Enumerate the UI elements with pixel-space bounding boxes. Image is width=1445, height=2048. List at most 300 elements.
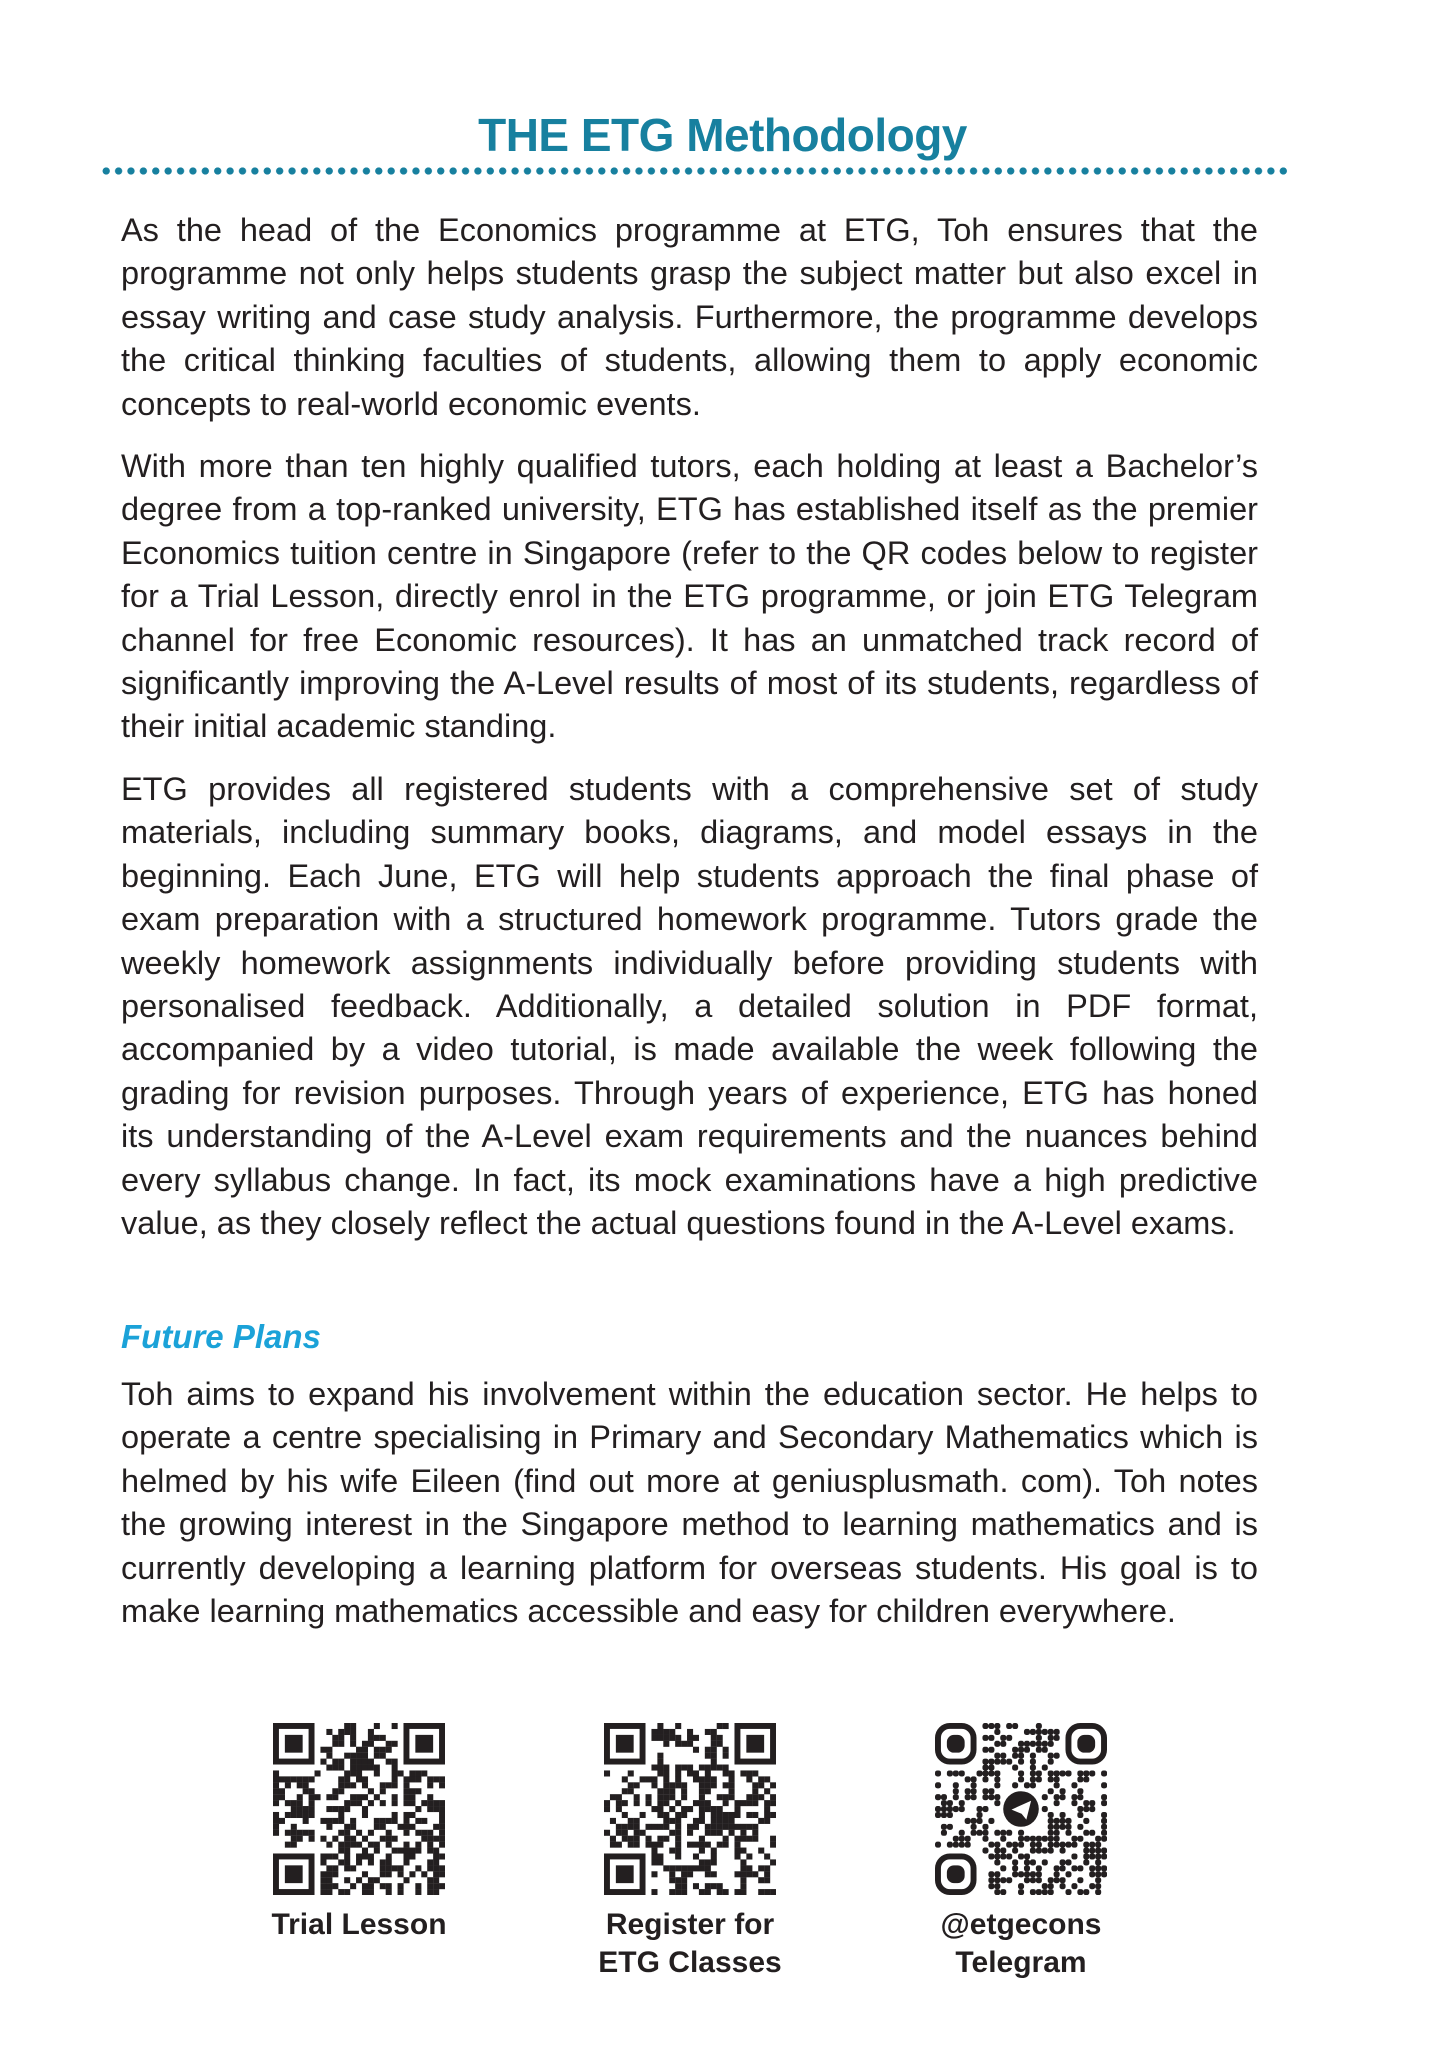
qr-module bbox=[699, 1776, 705, 1782]
qr-module bbox=[427, 1889, 433, 1895]
qr-module bbox=[439, 1812, 445, 1818]
qr-module bbox=[746, 1794, 752, 1800]
qr-module bbox=[1042, 1836, 1048, 1842]
qr-module bbox=[1048, 1729, 1054, 1735]
qr-module bbox=[350, 1735, 356, 1741]
qr-module bbox=[1089, 1830, 1095, 1836]
qr-module bbox=[1071, 1883, 1077, 1889]
qr-module bbox=[1077, 1812, 1083, 1818]
qr-module bbox=[380, 1818, 386, 1824]
qr-module bbox=[356, 1842, 362, 1848]
qr-module bbox=[941, 1824, 947, 1830]
qr-module bbox=[297, 1800, 303, 1806]
qr-module bbox=[711, 1883, 717, 1889]
qr-module bbox=[433, 1806, 439, 1812]
qr-module bbox=[628, 1842, 634, 1848]
qr-module bbox=[977, 1806, 983, 1812]
qr-module bbox=[1018, 1871, 1024, 1877]
qr-module bbox=[729, 1770, 735, 1776]
qr-finder-center bbox=[285, 1735, 303, 1753]
qr-module bbox=[374, 1735, 380, 1741]
qr-module bbox=[1030, 1759, 1036, 1765]
qr-module bbox=[740, 1889, 746, 1895]
qr-module bbox=[344, 1889, 350, 1895]
qr-module bbox=[1000, 1865, 1006, 1871]
qr-label-line: @etgecons bbox=[940, 1908, 1102, 1941]
qr-module bbox=[403, 1776, 409, 1782]
qr-module bbox=[1101, 1800, 1107, 1806]
qr-module bbox=[764, 1871, 770, 1877]
qr-module bbox=[415, 1776, 421, 1782]
qr-module bbox=[1000, 1836, 1006, 1842]
qr-module bbox=[273, 1824, 279, 1830]
qr-finder-center bbox=[285, 1865, 303, 1883]
qr-module bbox=[740, 1770, 746, 1776]
qr-module bbox=[1030, 1859, 1036, 1865]
qr-module bbox=[415, 1883, 421, 1889]
qr-module bbox=[717, 1830, 723, 1836]
qr-module bbox=[392, 1818, 398, 1824]
qr-module bbox=[350, 1759, 356, 1765]
qr-module bbox=[971, 1776, 977, 1782]
qr-module bbox=[374, 1848, 380, 1854]
qr-module bbox=[616, 1794, 622, 1800]
qr-module bbox=[687, 1729, 693, 1735]
qr-module bbox=[634, 1842, 640, 1848]
qr-module bbox=[1024, 1859, 1030, 1865]
qr-module bbox=[350, 1818, 356, 1824]
qr-module bbox=[403, 1824, 409, 1830]
qr-module bbox=[994, 1770, 1000, 1776]
qr-module bbox=[941, 1812, 947, 1818]
qr-module bbox=[297, 1776, 303, 1782]
qr-module bbox=[959, 1836, 965, 1842]
qr-module bbox=[982, 1836, 988, 1842]
qr-module bbox=[994, 1848, 1000, 1854]
qr-code-trial-lesson[interactable] bbox=[273, 1723, 445, 1895]
qr-module bbox=[386, 1865, 392, 1871]
qr-module bbox=[758, 1794, 764, 1800]
qr-module bbox=[711, 1848, 717, 1854]
qr-module bbox=[1095, 1883, 1101, 1889]
qr-module bbox=[764, 1800, 770, 1806]
qr-module bbox=[758, 1818, 764, 1824]
qr-module bbox=[1060, 1859, 1066, 1865]
qr-module bbox=[705, 1889, 711, 1895]
qr-module bbox=[1048, 1824, 1054, 1830]
qr-module bbox=[994, 1753, 1000, 1759]
qr-module bbox=[368, 1842, 374, 1848]
qr-module bbox=[657, 1759, 663, 1765]
qr-module bbox=[1095, 1842, 1101, 1848]
qr-module bbox=[947, 1770, 953, 1776]
paragraph-intro: As the head of the Economics programme at ETG, Toh ensures that the programme not only helps students grasp the subject matter but also excel in essay writing and case study analysis. Furthermore, the programme develops the critical thinking faculties of students, allowing them to apply economic concepts to real-world economic events. bbox=[121, 212, 1258, 422]
qr-module bbox=[1006, 1735, 1012, 1741]
qr-module bbox=[273, 1788, 279, 1794]
qr-module bbox=[1018, 1770, 1024, 1776]
qr-module bbox=[356, 1853, 362, 1859]
qr-module bbox=[1054, 1877, 1060, 1883]
qr-module bbox=[646, 1794, 652, 1800]
qr-module bbox=[291, 1824, 297, 1830]
qr-module bbox=[415, 1806, 421, 1812]
qr-module bbox=[392, 1794, 398, 1800]
qr-module bbox=[320, 1818, 326, 1824]
qr-module bbox=[1000, 1753, 1006, 1759]
qr-module bbox=[994, 1842, 1000, 1848]
qr-module bbox=[734, 1853, 740, 1859]
qr-module bbox=[711, 1818, 717, 1824]
qr-module bbox=[386, 1759, 392, 1765]
qr-module bbox=[350, 1765, 356, 1771]
qr-module bbox=[403, 1848, 409, 1854]
qr-module bbox=[675, 1848, 681, 1854]
qr-module bbox=[734, 1836, 740, 1842]
qr-label-telegram bbox=[891, 1906, 1151, 1982]
qr-module bbox=[403, 1782, 409, 1788]
qr-module bbox=[279, 1776, 285, 1782]
qr-module bbox=[332, 1853, 338, 1859]
qr-module bbox=[723, 1753, 729, 1759]
qr-module bbox=[681, 1741, 687, 1747]
qr-module bbox=[965, 1788, 971, 1794]
qr-module bbox=[320, 1853, 326, 1859]
qr-module bbox=[941, 1830, 947, 1836]
qr-module bbox=[669, 1735, 675, 1741]
qr-module bbox=[663, 1800, 669, 1806]
qr-module bbox=[368, 1741, 374, 1747]
qr-module bbox=[1006, 1759, 1012, 1765]
qr-module bbox=[675, 1800, 681, 1806]
qr-module bbox=[433, 1848, 439, 1854]
qr-module bbox=[994, 1830, 1000, 1836]
qr-module bbox=[409, 1788, 415, 1794]
qr-module bbox=[640, 1776, 646, 1782]
qr-module bbox=[723, 1782, 729, 1788]
qr-module bbox=[687, 1741, 693, 1747]
qr-module bbox=[350, 1824, 356, 1830]
qr-module bbox=[705, 1865, 711, 1871]
qr-module bbox=[285, 1842, 291, 1848]
qr-module bbox=[663, 1770, 669, 1776]
qr-module bbox=[439, 1776, 445, 1782]
qr-module bbox=[669, 1794, 675, 1800]
qr-module bbox=[693, 1865, 699, 1871]
qr-module bbox=[427, 1830, 433, 1836]
qr-module bbox=[681, 1865, 687, 1871]
qr-module bbox=[1024, 1741, 1030, 1747]
qr-module bbox=[427, 1883, 433, 1889]
qr-module bbox=[663, 1818, 669, 1824]
qr-module bbox=[338, 1776, 344, 1782]
qr-module bbox=[433, 1889, 439, 1895]
qr-module bbox=[273, 1794, 279, 1800]
qr-module bbox=[427, 1800, 433, 1806]
qr-module bbox=[669, 1848, 675, 1854]
qr-module bbox=[622, 1824, 628, 1830]
qr-module bbox=[1054, 1800, 1060, 1806]
qr-module bbox=[433, 1877, 439, 1883]
qr-module bbox=[350, 1753, 356, 1759]
qr-module bbox=[758, 1889, 764, 1895]
qr-module bbox=[421, 1830, 427, 1836]
qr-module bbox=[273, 1812, 279, 1818]
qr-module bbox=[1036, 1889, 1042, 1895]
qr-module bbox=[675, 1889, 681, 1895]
qr-module bbox=[711, 1759, 717, 1765]
qr-module bbox=[344, 1830, 350, 1836]
qr-module bbox=[386, 1889, 392, 1895]
qr-module bbox=[740, 1824, 746, 1830]
qr-module bbox=[994, 1859, 1000, 1865]
qr-module bbox=[1101, 1848, 1107, 1854]
qr-module bbox=[717, 1765, 723, 1771]
qr-module bbox=[409, 1776, 415, 1782]
qr-module bbox=[604, 1806, 610, 1812]
qr-module bbox=[982, 1794, 988, 1800]
qr-module bbox=[380, 1800, 386, 1806]
qr-module bbox=[338, 1782, 344, 1788]
qr-module bbox=[693, 1853, 699, 1859]
qr-module bbox=[1000, 1759, 1006, 1765]
qr-module bbox=[977, 1812, 983, 1818]
qr-module bbox=[297, 1794, 303, 1800]
qr-module bbox=[687, 1871, 693, 1877]
qr-module bbox=[1024, 1747, 1030, 1753]
qr-module bbox=[433, 1824, 439, 1830]
qr-module bbox=[439, 1818, 445, 1824]
qr-module bbox=[1042, 1741, 1048, 1747]
qr-module bbox=[770, 1800, 776, 1806]
qr-module bbox=[386, 1842, 392, 1848]
qr-module bbox=[693, 1770, 699, 1776]
qr-module bbox=[291, 1812, 297, 1818]
qr-module bbox=[1012, 1848, 1018, 1854]
qr-module bbox=[344, 1877, 350, 1883]
qr-module bbox=[368, 1883, 374, 1889]
qr-module bbox=[705, 1729, 711, 1735]
qr-module bbox=[1054, 1818, 1060, 1824]
qr-module bbox=[959, 1800, 965, 1806]
qr-module bbox=[386, 1836, 392, 1842]
qr-module bbox=[764, 1877, 770, 1883]
qr-module bbox=[356, 1759, 362, 1765]
qr-module bbox=[651, 1859, 657, 1865]
qr-module bbox=[675, 1782, 681, 1788]
qr-module bbox=[338, 1729, 344, 1735]
qr-module bbox=[1048, 1812, 1054, 1818]
qr-module bbox=[380, 1735, 386, 1741]
qr-module bbox=[392, 1782, 398, 1788]
qr-module bbox=[433, 1871, 439, 1877]
qr-module bbox=[368, 1889, 374, 1895]
qr-module bbox=[398, 1770, 404, 1776]
qr-module bbox=[1018, 1889, 1024, 1895]
qr-module bbox=[687, 1842, 693, 1848]
qr-module bbox=[1006, 1877, 1012, 1883]
qr-module bbox=[723, 1836, 729, 1842]
qr-module bbox=[705, 1776, 711, 1782]
qr-module bbox=[717, 1818, 723, 1824]
qr-module bbox=[994, 1877, 1000, 1883]
qr-module bbox=[657, 1794, 663, 1800]
qr-module bbox=[374, 1824, 380, 1830]
qr-module bbox=[935, 1812, 941, 1818]
qr-module bbox=[1101, 1770, 1107, 1776]
qr-module bbox=[634, 1836, 640, 1842]
qr-module bbox=[657, 1723, 663, 1729]
qr-module bbox=[764, 1853, 770, 1859]
qr-module bbox=[380, 1782, 386, 1788]
qr-module bbox=[1000, 1741, 1006, 1747]
qr-module bbox=[1065, 1842, 1071, 1848]
qr-module bbox=[1048, 1788, 1054, 1794]
qr-module bbox=[332, 1765, 338, 1771]
qr-module bbox=[338, 1812, 344, 1818]
qr-module bbox=[622, 1830, 628, 1836]
qr-module bbox=[711, 1853, 717, 1859]
qr-module bbox=[717, 1723, 723, 1729]
qr-module bbox=[1095, 1859, 1101, 1865]
qr-module bbox=[711, 1782, 717, 1788]
qr-module bbox=[291, 1836, 297, 1842]
qr-module bbox=[651, 1806, 657, 1812]
qr-module bbox=[1048, 1889, 1054, 1895]
qr-code-telegram[interactable] bbox=[935, 1723, 1107, 1895]
qr-module bbox=[770, 1782, 776, 1788]
qr-module bbox=[628, 1788, 634, 1794]
qr-module bbox=[616, 1824, 622, 1830]
qr-module bbox=[651, 1842, 657, 1848]
qr-module bbox=[1024, 1729, 1030, 1735]
qr-module bbox=[332, 1806, 338, 1812]
qr-module bbox=[427, 1806, 433, 1812]
qr-module bbox=[439, 1782, 445, 1788]
qr-module bbox=[398, 1865, 404, 1871]
qr-module bbox=[752, 1782, 758, 1788]
qr-module bbox=[1006, 1723, 1012, 1729]
qr-module bbox=[770, 1889, 776, 1895]
qr-module bbox=[403, 1842, 409, 1848]
qr-module bbox=[705, 1806, 711, 1812]
qr-module bbox=[338, 1842, 344, 1848]
qr-module bbox=[669, 1830, 675, 1836]
qr-module bbox=[1030, 1782, 1036, 1788]
qr-module bbox=[994, 1723, 1000, 1729]
qr-module bbox=[687, 1770, 693, 1776]
qr-module bbox=[657, 1842, 663, 1848]
qr-module bbox=[669, 1729, 675, 1735]
qr-module bbox=[362, 1753, 368, 1759]
qr-module bbox=[338, 1735, 344, 1741]
qr-module bbox=[988, 1853, 994, 1859]
qr-module bbox=[971, 1818, 977, 1824]
qr-module bbox=[362, 1836, 368, 1842]
qr-module bbox=[941, 1794, 947, 1800]
qr-module bbox=[309, 1794, 315, 1800]
qr-module bbox=[297, 1782, 303, 1788]
qr-module bbox=[320, 1859, 326, 1865]
qr-module bbox=[764, 1818, 770, 1824]
qr-module bbox=[338, 1830, 344, 1836]
qr-module bbox=[699, 1800, 705, 1806]
qr-module bbox=[663, 1782, 669, 1788]
qr-module bbox=[1071, 1842, 1077, 1848]
qr-module bbox=[675, 1765, 681, 1771]
qr-module bbox=[764, 1865, 770, 1871]
qr-module bbox=[988, 1723, 994, 1729]
qr-module bbox=[663, 1741, 669, 1747]
qr-code-register[interactable] bbox=[604, 1723, 776, 1895]
qr-module bbox=[1071, 1794, 1077, 1800]
qr-module bbox=[439, 1883, 445, 1889]
qr-module bbox=[758, 1865, 764, 1871]
qr-module bbox=[1054, 1836, 1060, 1842]
qr-module bbox=[1048, 1759, 1054, 1765]
qr-module bbox=[303, 1830, 309, 1836]
qr-module bbox=[439, 1853, 445, 1859]
qr-module bbox=[368, 1800, 374, 1806]
qr-module bbox=[681, 1782, 687, 1788]
qr-module bbox=[610, 1842, 616, 1848]
qr-module bbox=[291, 1830, 297, 1836]
qr-module bbox=[740, 1848, 746, 1854]
qr-module bbox=[1036, 1770, 1042, 1776]
qr-module bbox=[657, 1765, 663, 1771]
qr-module bbox=[628, 1770, 634, 1776]
qr-module bbox=[344, 1729, 350, 1735]
qr-module bbox=[356, 1859, 362, 1865]
qr-module bbox=[935, 1794, 941, 1800]
qr-module bbox=[1018, 1759, 1024, 1765]
qr-module bbox=[362, 1848, 368, 1854]
qr-module bbox=[1030, 1765, 1036, 1771]
qr-module bbox=[344, 1853, 350, 1859]
qr-module bbox=[693, 1747, 699, 1753]
qr-module bbox=[1018, 1741, 1024, 1747]
qr-module bbox=[338, 1759, 344, 1765]
qr-module bbox=[965, 1818, 971, 1824]
qr-label-line: Telegram bbox=[955, 1946, 1087, 1979]
qr-module bbox=[687, 1765, 693, 1771]
qr-module bbox=[326, 1747, 332, 1753]
telegram-icon bbox=[1003, 1791, 1039, 1827]
qr-module bbox=[687, 1735, 693, 1741]
qr-module bbox=[356, 1747, 362, 1753]
qr-module bbox=[315, 1770, 321, 1776]
qr-module bbox=[1101, 1836, 1107, 1842]
qr-module bbox=[344, 1776, 350, 1782]
qr-module bbox=[953, 1836, 959, 1842]
qr-finder-center bbox=[947, 1865, 965, 1883]
qr-module bbox=[1101, 1794, 1107, 1800]
qr-module bbox=[1018, 1753, 1024, 1759]
qr-module bbox=[1089, 1883, 1095, 1889]
qr-module bbox=[1089, 1800, 1095, 1806]
qr-module bbox=[1083, 1776, 1089, 1782]
qr-module bbox=[344, 1770, 350, 1776]
qr-module bbox=[374, 1753, 380, 1759]
qr-module bbox=[770, 1859, 776, 1865]
qr-module bbox=[965, 1842, 971, 1848]
qr-module bbox=[1083, 1859, 1089, 1865]
qr-module bbox=[1054, 1794, 1060, 1800]
qr-module bbox=[403, 1800, 409, 1806]
qr-module bbox=[1036, 1723, 1042, 1729]
qr-module bbox=[1065, 1871, 1071, 1877]
qr-module bbox=[699, 1818, 705, 1824]
qr-module bbox=[273, 1818, 279, 1824]
